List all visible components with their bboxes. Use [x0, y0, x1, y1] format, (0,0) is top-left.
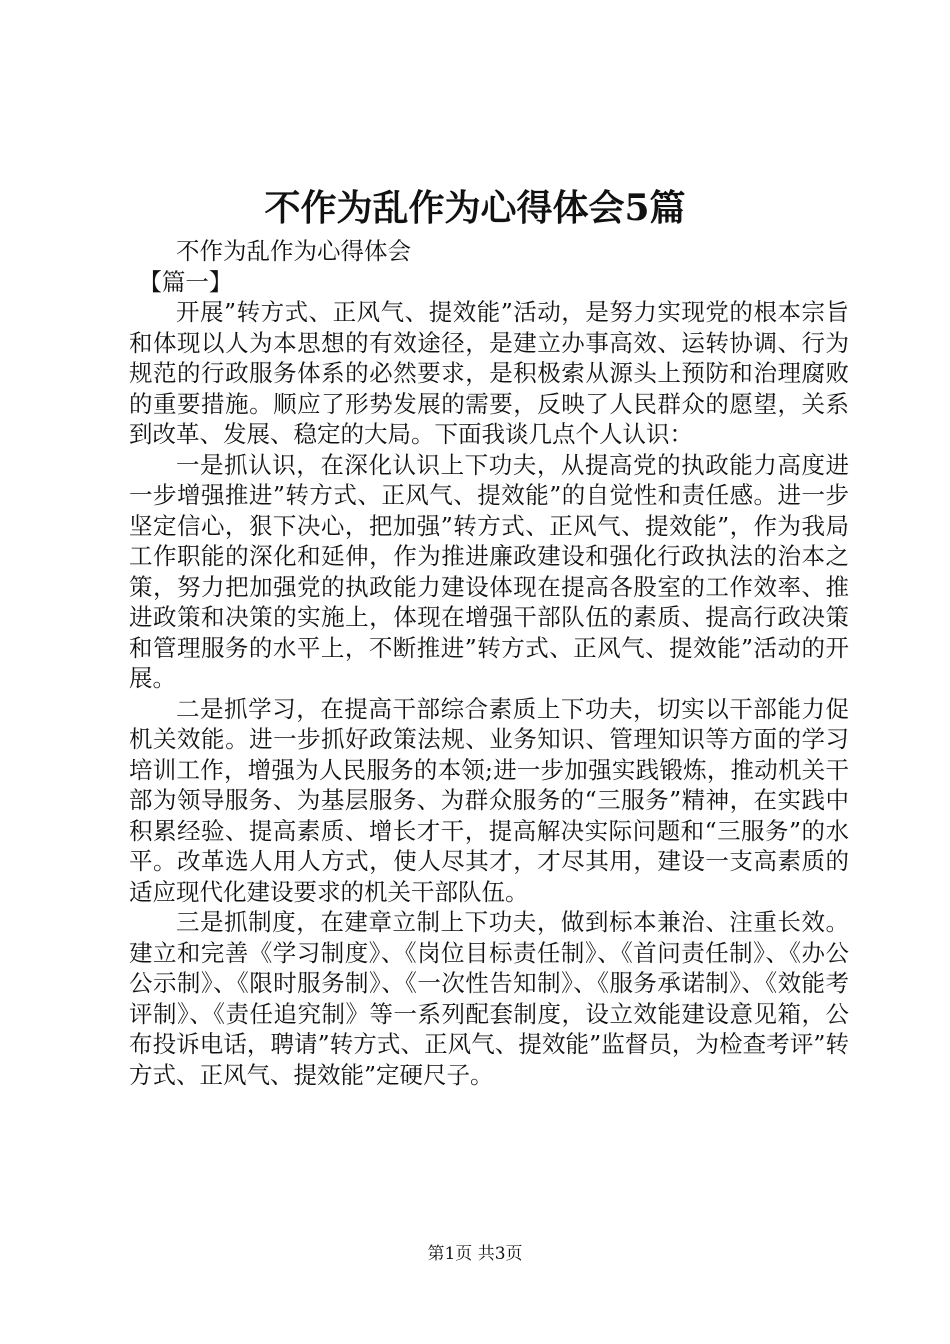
- document-body: [129, 236, 849, 1090]
- section-label: 【篇一】: [138, 267, 233, 296]
- paragraph: 三是抓制度，在建章立制上下功夫，做到标本兼治、注重长效。建立和完善《学习制度》、《岗位目标责任制》、《首问责任制》、《办公公示制》、《限时服务制》、《一次性告知制》、《服务承诺制》、《效能考评制》、《责任追究制》等一系列配套制度，设立效能建设意见箱，公布投诉电话，聘请”转方式、正风气、提效能”监督员，为检查考评”转方式、正风气、提效能”定硬尺子。: [129, 908, 849, 1089]
- page-number-footer: 第1页 共3页: [427, 1244, 523, 1264]
- paragraph: 一是抓认识，在深化认识上下功夫，从提高党的执政能力高度进一步增强推进”转方式、正风气、提效能”的自觉性和责任感。进一步坚定信心，狠下决心，把加强”转方式、正风气、提效能”，作为我局工作职能的深化和延伸，作为推进廉政建设和强化行政执法的治本之策，努力把加强党的执政能力建设体现在提高各股室的工作效率、推进政策和决策的实施上，体现在增强干部队伍的素质、提高行政决策和管理服务的水平上，不断推进”转方式、正风气、提效能”活动的开展。: [129, 450, 849, 692]
- paragraph: 二是抓学习，在提高干部综合素质上下功夫，切实以干部能力促机关效能。进一步抓好政策法规、业务知识、管理知识等方面的学习培训工作，增强为人民服务的本领;进一步加强实践锻炼，推动机关干部为领导服务、为基层服务、为群众服务的“三服务”精神，在实践中积累经验、提高素质、增长才干，提高解决实际问题和“三服务”的水平。改革选人用人方式，使人尽其才，才尽其用，建设一支高素质的适应现代化建设要求的机关干部队伍。: [129, 694, 849, 906]
- document-subtitle: 不作为乱作为心得体会: [176, 237, 411, 265]
- paragraph: 开展”转方式、正风气、提效能”活动，是努力实现党的根本宗旨和体现以人为本思想的有效途径，是建立办事高效、运转协调、行为规范的行政服务体系的必然要求，是积极索从源头上预防和治理腐败的重要措施。顺应了形势发展的需要，反映了人民群众的愿望，关系到改革、发展、稳定的大局。下面我谈几点个人认识：: [129, 298, 849, 448]
- document-title: 不作为乱作为心得体会5篇: [264, 187, 686, 229]
